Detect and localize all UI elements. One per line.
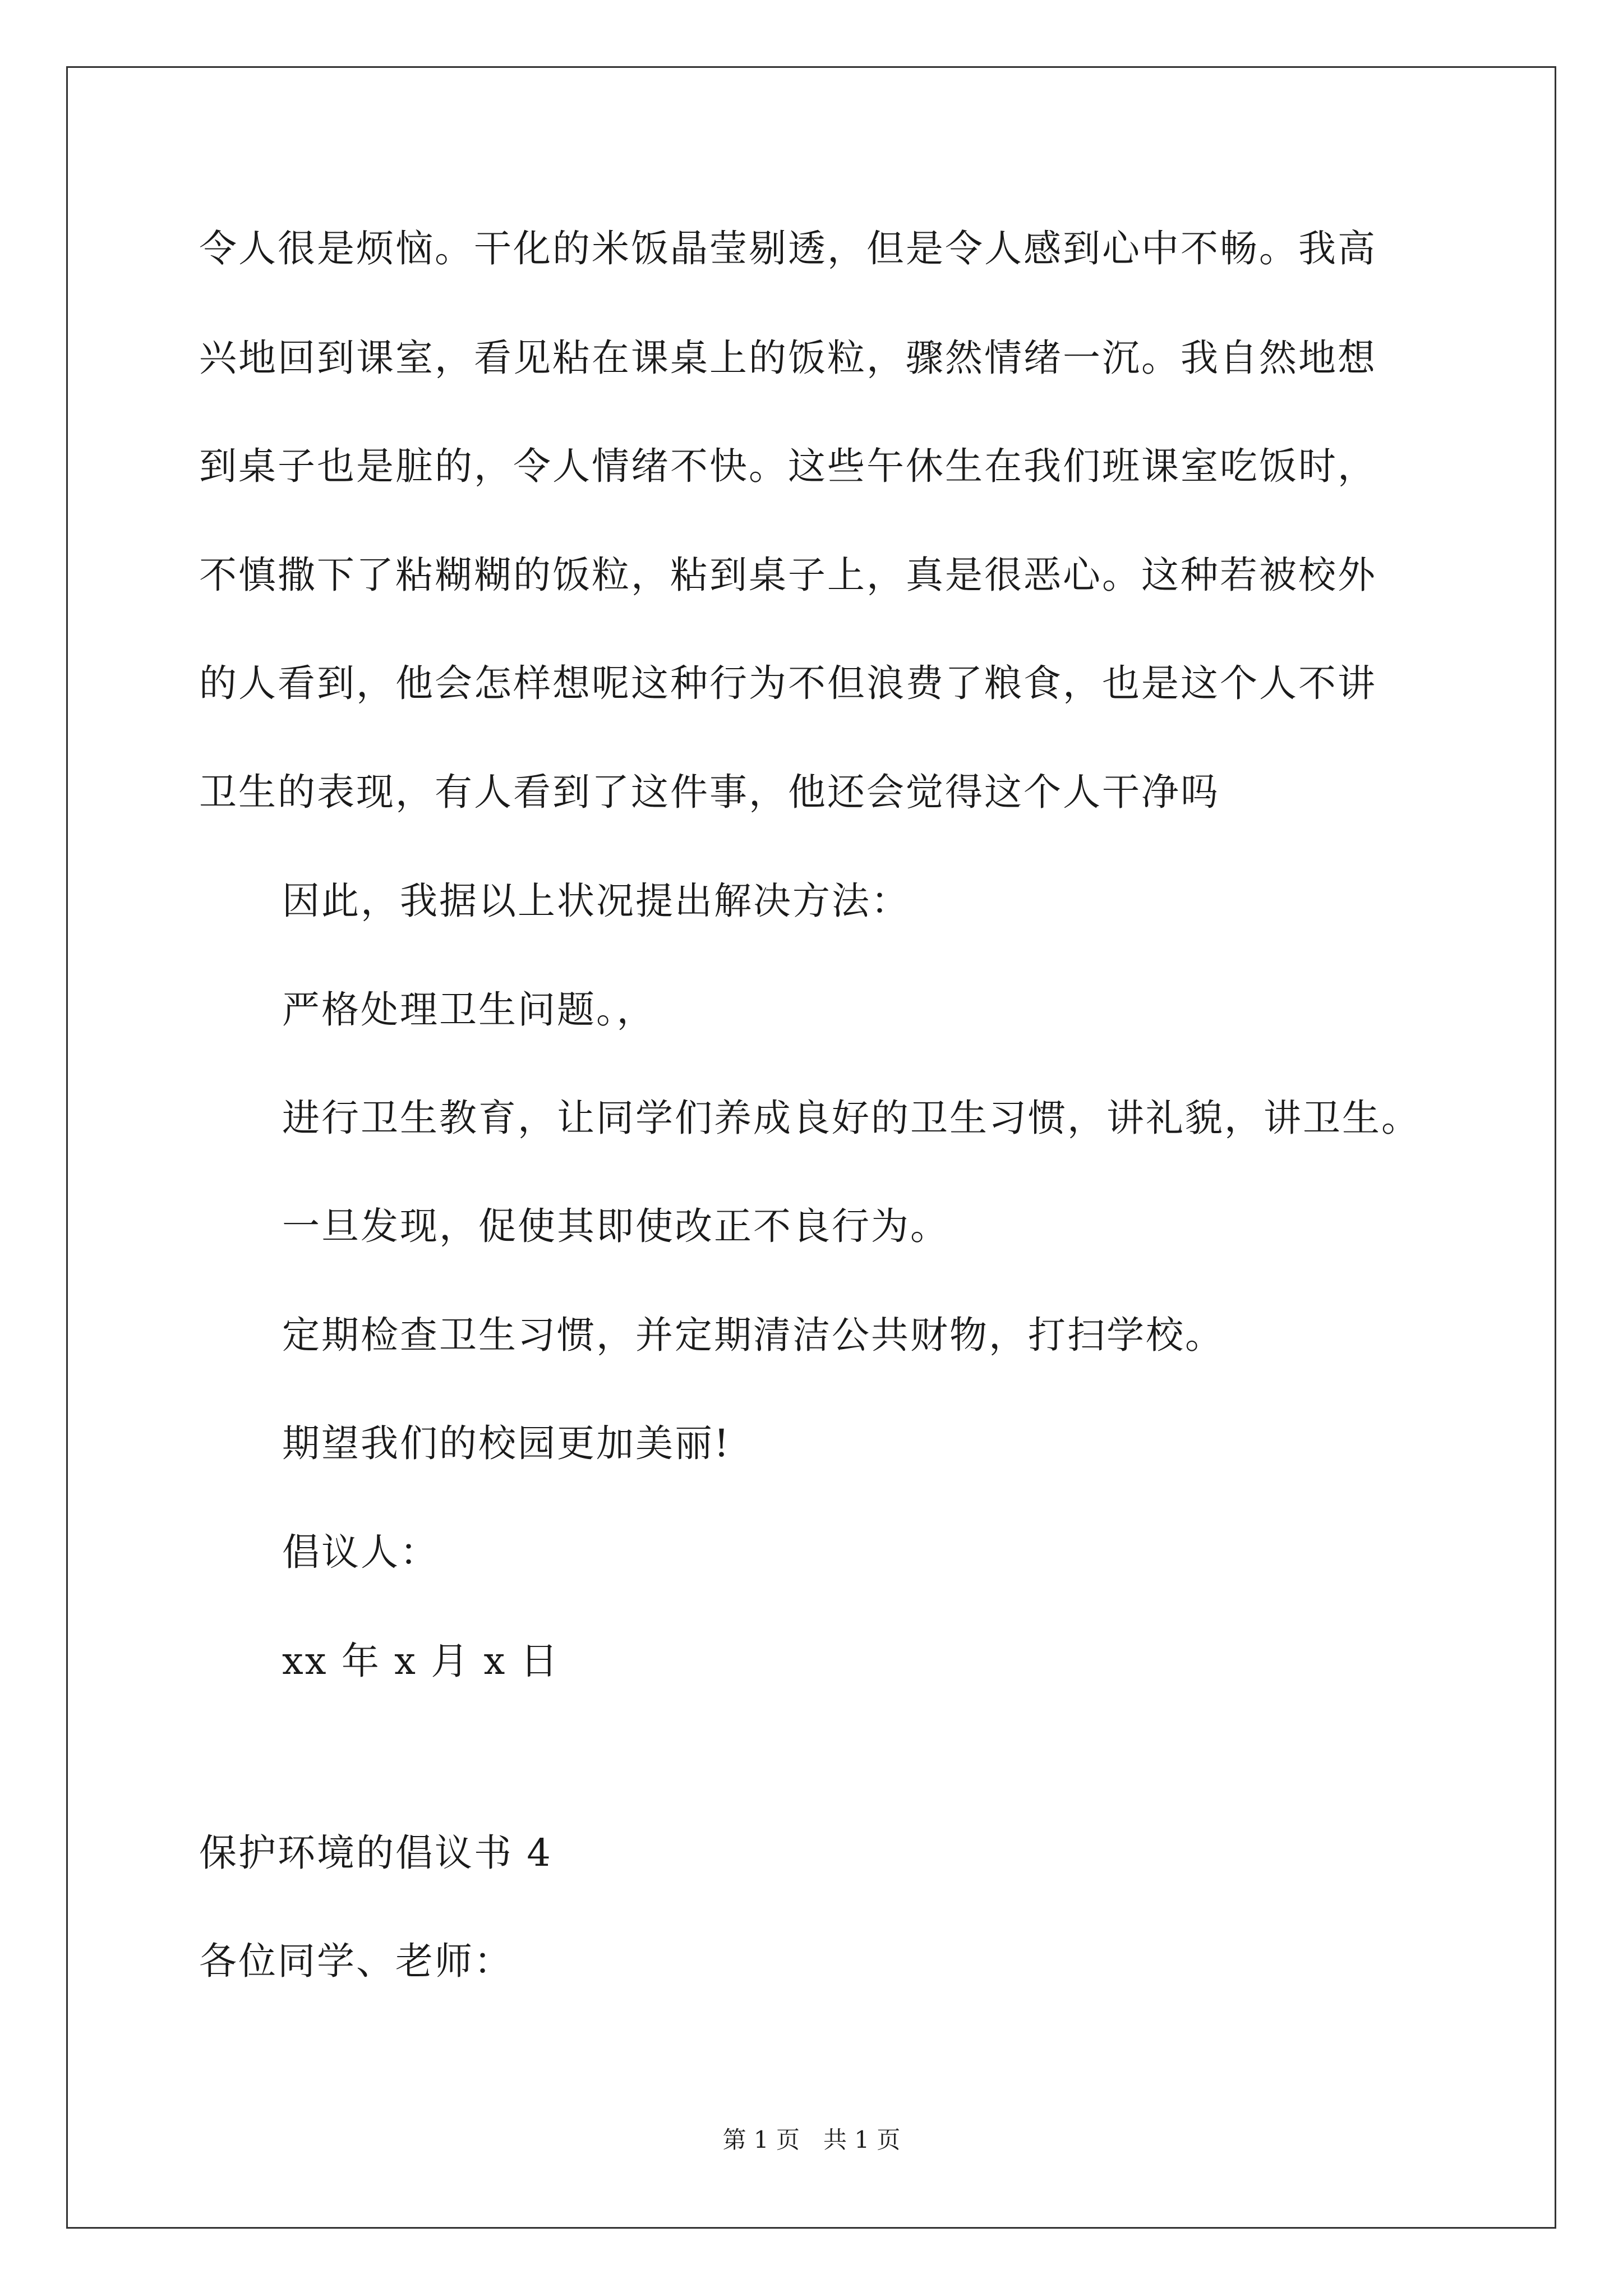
solution-item: 一旦发现，促使其即使改正不良行为。 <box>282 1204 949 1248</box>
greeting-line: 各位同学、老师： <box>199 1939 513 1983</box>
page-footer: 第 1 页 共 1 页 <box>722 2126 901 2154</box>
paragraph-line: 卫生的表现，有人看到了这件事，他还会觉得这个人干净吗 <box>199 770 1220 814</box>
closing-line: 期望我们的校园更加美丽! <box>282 1421 731 1465</box>
paragraph-line: 的人看到，他会怎样想呢这种行为不但浪费了粮食，也是这个人不讲 <box>199 661 1377 705</box>
paragraph-line: 兴地回到课室，看见粘在课桌上的饭粒，骤然情绪一沉。我自然地想 <box>199 336 1377 380</box>
solution-intro: 因此，我据以上状况提出解决方法： <box>282 879 910 923</box>
page-border <box>66 66 1556 2229</box>
signer-label: 倡议人： <box>282 1530 439 1574</box>
section-title: 保护环境的倡议书 4 <box>199 1831 552 1875</box>
solution-item: 严格处理卫生问题。， <box>282 988 656 1032</box>
paragraph-line: 令人很是烦恼。干化的米饭晶莹剔透，但是令人感到心中不畅。我高 <box>199 227 1377 270</box>
solution-item: 定期检查卫生习惯，并定期清洁公共财物，打扫学校。 <box>282 1313 1224 1357</box>
paragraph-line: 不慎撒下了粘糊糊的饭粒，粘到桌子上，真是很恶心。这种若被校外 <box>199 553 1377 597</box>
paragraph-line: 到桌子也是脏的，令人情绪不快。这些午休生在我们班课室吃饭时， <box>199 444 1377 488</box>
solution-item: 进行卫生教育，让同学们养成良好的卫生习惯，讲礼貌，讲卫生。 <box>282 1096 1421 1140</box>
date-line: xx 年 x 月 x 日 <box>282 1639 560 1683</box>
